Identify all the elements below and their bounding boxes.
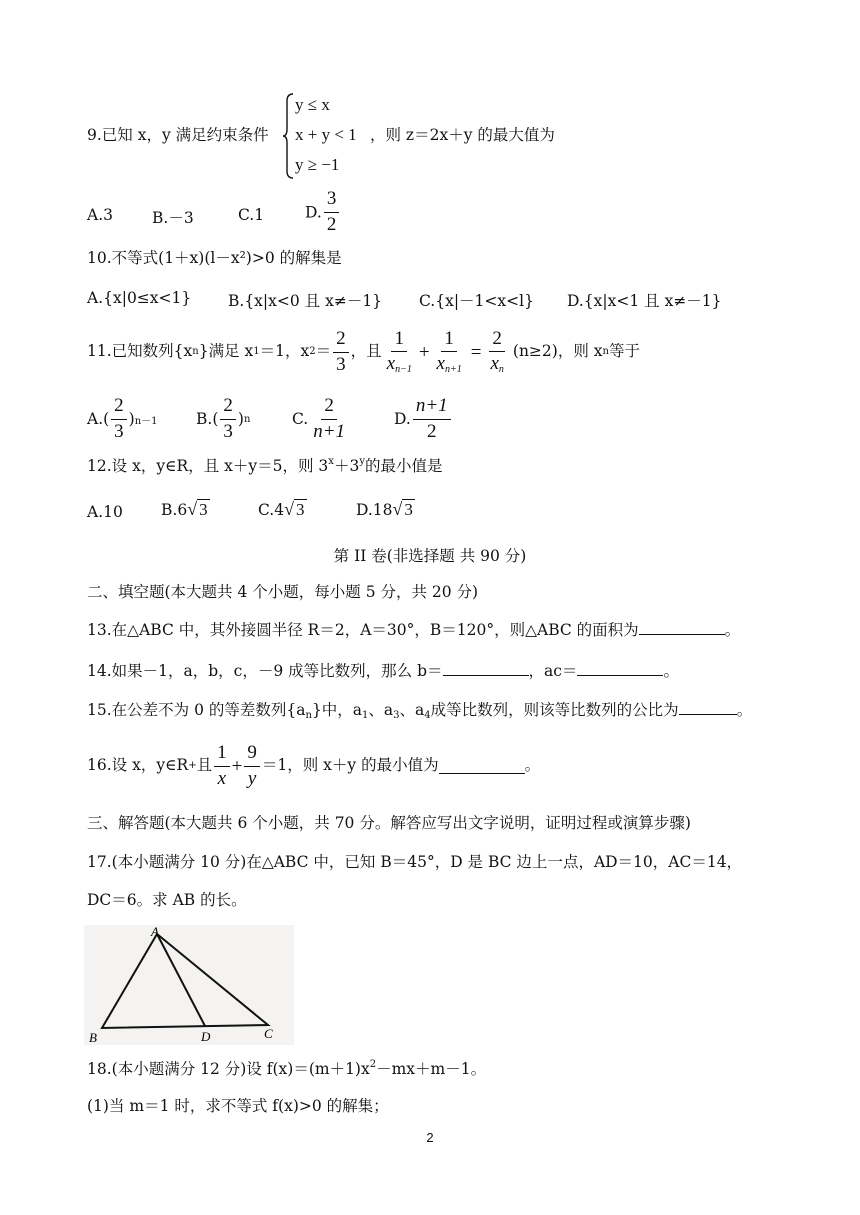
q17-line-2: DC＝6。求 AB 的长。 [87, 891, 247, 909]
q14-blank-b [443, 661, 529, 676]
q9-option-d-den: 2 [326, 213, 337, 235]
q11-stem [87, 327, 640, 377]
q9-option-d [305, 189, 341, 236]
q9-option-d-label: D. [305, 203, 322, 222]
frac-num: 9 [244, 743, 260, 767]
q18-part-1: (1)当 m＝1 时，求不等式 f(x)>0 的解集； [87, 1097, 389, 1115]
q12-option-a: A.10 [87, 503, 123, 521]
frac-den-sub: n+1 [444, 364, 462, 376]
segment-ad [157, 934, 205, 1026]
q16-frac-1 [214, 743, 230, 790]
radicand: 3 [404, 500, 413, 519]
q11-sub-6: n [602, 346, 609, 357]
frac-num: 2 [333, 329, 349, 353]
q11-sub-1: n [192, 346, 199, 357]
opt-prefix: B.6 [161, 501, 188, 519]
frac-den: 3 [223, 420, 233, 442]
q11-option-c [292, 396, 350, 442]
frac-den: x [490, 353, 499, 375]
frac-den: y [247, 767, 257, 789]
q16-text-1: 16.设 x，y∈R [87, 756, 189, 775]
q9-option-b: B.－3 [152, 209, 194, 227]
opt-prefix: C.4 [258, 501, 285, 519]
frac-num: 2 [111, 396, 127, 420]
q10-option-b: B.{x|x<0 且 x≠－1} [228, 292, 383, 310]
q11-option-d [394, 396, 453, 442]
opt-postfix: ) [237, 410, 244, 428]
q9-option-a: A.3 [87, 206, 113, 224]
frac-num: 1 [391, 329, 407, 353]
q11-text-7: 等于 [608, 342, 640, 361]
q11-frac-2 [434, 329, 465, 376]
q15-sub-4: 4 [424, 710, 431, 721]
q11-sub-2: 1 [253, 346, 260, 357]
q15-end: 。 [736, 701, 753, 719]
q18-text-2: －mx＋m－1。 [376, 1060, 487, 1078]
frac-den: x [436, 353, 445, 375]
q11-plus: + [418, 341, 430, 363]
q16-frac-2 [244, 743, 260, 790]
q17-triangle-figure [84, 925, 294, 1045]
q12-option-c: C.4√ 3 [258, 499, 305, 519]
frac-num: 2 [321, 396, 337, 420]
label-a: A [151, 925, 159, 939]
q12-text-2: ＋3 [333, 457, 360, 475]
frac-num: n+1 [413, 396, 451, 420]
page-number: 2 [426, 1130, 434, 1145]
q16-stem [87, 741, 540, 791]
left-brace-icon [283, 93, 295, 179]
q14-text-1: 14.如果－1，a，b，c，－9 成等比数列，那么 b＝ [87, 662, 443, 680]
q16-text-3: ＝1，则 x＋y 的最小值为 [261, 756, 439, 775]
frac-den: 2 [426, 420, 437, 442]
label-c: C [264, 1026, 273, 1041]
opt-prefix: B.( [196, 410, 219, 428]
q11-equals: = [470, 341, 482, 363]
q11-frac-3 [487, 329, 506, 376]
q12-sup-1: x [328, 456, 334, 467]
q16-end: 。 [524, 756, 541, 775]
frac-num: 1 [441, 329, 457, 353]
q11-text-3: ＝1，x [259, 342, 310, 361]
q12-text-1: 12.设 x，y∈R，且 x＋y＝5，则 3 [87, 457, 329, 475]
frac-den: 3 [114, 420, 124, 442]
q18-sup-1: 2 [369, 1059, 377, 1070]
q9-constraint-2: x + y < 1 [295, 125, 357, 144]
q15-answer-blank [679, 700, 737, 715]
q11-text-5: ，且 [350, 342, 382, 361]
q18-text-1: 18.(本小题满分 12 分)设 f(x)＝(m＋1)x [87, 1060, 370, 1078]
q15-text-2: }中，a [311, 701, 363, 719]
q9-constraint-3: y ≥ −1 [295, 155, 340, 174]
q13-text: 13.在△ABC 中，其外接圆半径 R＝2，A＝30°，B＝120°，则△ABC 的面积为 [87, 621, 639, 639]
q11-text-2: }满足 x [198, 342, 254, 361]
q12-option-d: D.18√ 3 [356, 499, 413, 519]
part-2-heading: 二、填空题(本大题共 4 个小题，每小题 5 分，共 20 分) [87, 583, 479, 601]
frac-den: n+1 [313, 420, 346, 442]
q10-option-c: C.{x|－1<x<l} [419, 292, 534, 310]
q10-option-d: D.{x|x<1 且 x≠－1} [567, 292, 722, 310]
q15-sub-1: n [305, 710, 312, 721]
part-3-heading: 三、解答题(本大题共 6 个小题，共 70 分。解答应写出文字说明，证明过程或演算步骤) [87, 814, 691, 832]
q16-plus: + [231, 755, 243, 777]
opt-prefix: A.( [87, 410, 110, 428]
opt-prefix: D. [394, 410, 411, 428]
q9-option-d-num: 3 [324, 189, 340, 213]
opt-prefix: D.18 [356, 501, 393, 519]
q15-text-4: 、a [399, 701, 425, 719]
q11-option-a [87, 396, 158, 442]
frac-den-sub: n [498, 364, 504, 376]
q10-stem: 10.不等式(1＋x)(l－x²)>0 的解集是 [87, 249, 342, 267]
q16-text-2: 且 [196, 756, 213, 775]
frac-num: 2 [220, 396, 236, 420]
frac-den: 3 [336, 353, 346, 375]
frac-den-sub: n−1 [395, 364, 412, 376]
frac-num: 1 [214, 743, 230, 767]
q15-sub-2: 1 [362, 710, 369, 721]
radicand: 3 [296, 500, 305, 519]
opt-postfix: ) [128, 410, 135, 428]
q11-frac-two-thirds [333, 329, 349, 376]
q15-text-3: 、a [368, 701, 394, 719]
opt-sup: n－1 [134, 415, 158, 427]
label-b: B [89, 1030, 97, 1045]
q9-constraint-1: y ≤ x [295, 95, 330, 114]
q18-stem [87, 1060, 486, 1078]
label-d: D [201, 1029, 211, 1044]
section-2-title: 第 II 卷(非选择题 共 90 分) [333, 547, 527, 565]
q15-sub-3: 3 [393, 710, 400, 721]
q13-answer-blank [639, 620, 725, 635]
q11-frac-1 [384, 329, 415, 376]
opt-prefix: C. [292, 410, 309, 428]
q13-stem [87, 620, 740, 639]
q15-stem [87, 700, 752, 721]
q14-end: 。 [663, 662, 679, 680]
q16-answer-blank [439, 759, 525, 774]
frac-den: x [386, 353, 396, 375]
q14-text-2: ，ac＝ [528, 662, 578, 680]
q9-suffix: ，则 z＝2x＋y 的最大值为 [370, 126, 555, 144]
q9-option-c: C.1 [238, 206, 265, 224]
radicand: 3 [199, 500, 208, 519]
q16-sup-1: + [188, 760, 197, 771]
q11-sub-3: 2 [309, 346, 316, 357]
q15-text-5: 成等比数列，则该等比数列的公比为 [430, 701, 679, 719]
triangle-abc [102, 934, 268, 1028]
q14-blank-ac [577, 661, 663, 676]
q15-text-1: 15.在公差不为 0 的等差数列{a [87, 701, 306, 719]
q11-option-b [196, 396, 250, 442]
q14-stem [87, 661, 679, 680]
q11-text-6: (n≥2)，则 x [512, 342, 603, 361]
frac-den: x [217, 767, 227, 789]
q11-text-4: ＝ [315, 342, 332, 361]
q11-text-1: 11.已知数列{x [87, 342, 193, 361]
q9-prefix: 9.已知 x，y 满足约束条件 [87, 126, 269, 144]
q10-option-a: A.{x|0≤x<1} [87, 289, 192, 307]
q9-stem [87, 128, 269, 144]
frac-num: 2 [489, 329, 505, 353]
triangle-diagram [84, 925, 294, 1045]
q12-stem [87, 457, 442, 475]
opt-sup: n [243, 413, 251, 425]
q13-end: 。 [724, 621, 741, 639]
q12-option-b: B.6√ 3 [161, 499, 208, 519]
q12-text-3: 的最小值是 [364, 457, 443, 475]
q12-sup-2: y [359, 456, 365, 467]
q17-line-1: 17.(本小题满分 10 分)在△ABC 中，已知 B＝45°，D 是 BC 边上一点，AD＝10，AC＝14， [87, 853, 743, 871]
